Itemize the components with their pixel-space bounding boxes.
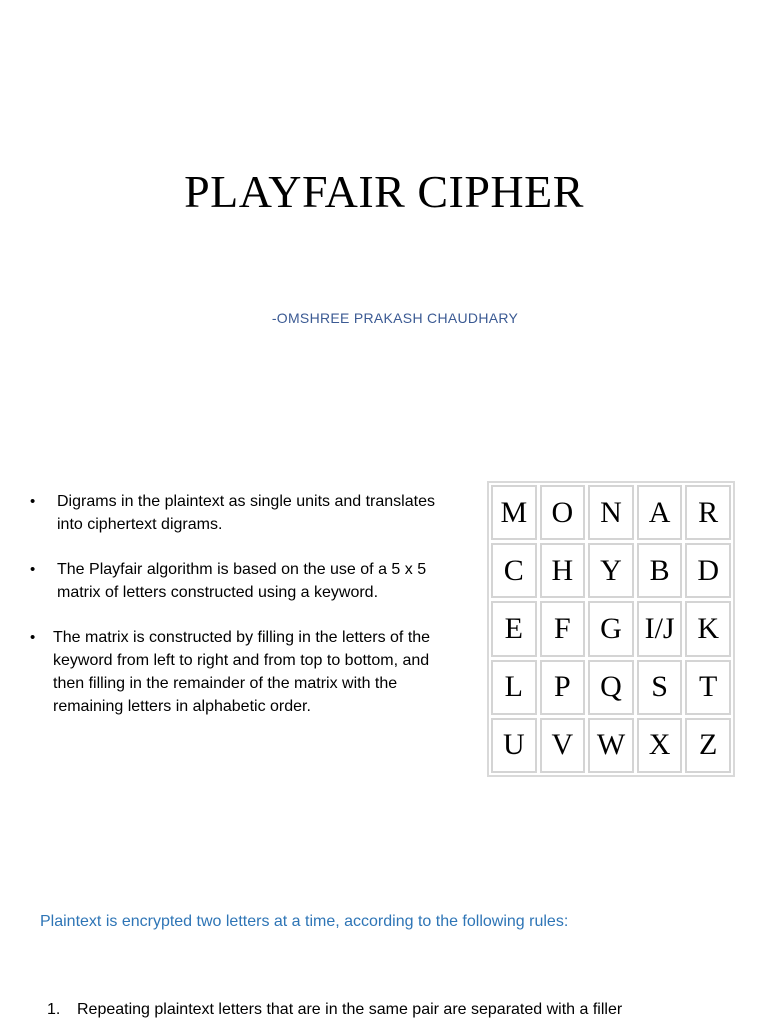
page-title: PLAYFAIR CIPHER	[184, 166, 584, 217]
matrix-cell: E	[491, 601, 537, 656]
matrix-cell: V	[540, 718, 586, 773]
matrix-cell: C	[491, 543, 537, 598]
matrix-cell: N	[588, 485, 634, 540]
matrix-cell: D	[685, 543, 731, 598]
bullet-text: The matrix is constructed by filling in the letters of the keyword from left to right and from top to bottom, and then filling in the remainder of the matrix with the remaining letters in alphabetic order.	[53, 629, 431, 715]
bullet-icon: •	[30, 629, 36, 646]
bullet-icon: •	[30, 561, 36, 578]
bullet-icon: •	[30, 493, 36, 510]
matrix-cell: P	[540, 660, 586, 715]
rule-item	[47, 999, 622, 1021]
playfair-matrix	[487, 481, 735, 777]
matrix-cell: B	[637, 543, 683, 598]
matrix-cell: W	[588, 718, 634, 773]
bullet-text: Digrams in the plaintext as single units and translates into ciphertext digrams.	[57, 493, 435, 533]
matrix-cell: O	[540, 485, 586, 540]
matrix-cell: S	[637, 660, 683, 715]
matrix-cell: X	[637, 718, 683, 773]
matrix-cell: Y	[588, 543, 634, 598]
matrix-cell: Q	[588, 660, 634, 715]
matrix-cell: I/J	[637, 601, 683, 656]
bullet-text: The Playfair algorithm is based on the use of a 5 x 5 matrix of letters constructed using a keyword.	[57, 561, 427, 601]
matrix-cell: M	[491, 485, 537, 540]
matrix-cell: G	[588, 601, 634, 656]
author-name: -OMSHREE PRAKASH CHAUDHARY	[271, 310, 519, 326]
matrix-cell: T	[685, 660, 731, 715]
matrix-cell: L	[491, 660, 537, 715]
matrix-cell: Z	[685, 718, 731, 773]
list-item	[30, 626, 440, 718]
rule-number: 1.	[47, 1001, 61, 1018]
matrix-cell: H	[540, 543, 586, 598]
bullet-list	[30, 490, 440, 740]
matrix-cell: K	[685, 601, 731, 656]
matrix-cell: U	[491, 718, 537, 773]
matrix-cell: F	[540, 601, 586, 656]
matrix-cell: A	[637, 485, 683, 540]
rules-heading: Plaintext is encrypted two letters at a time, according to the following rules:	[40, 913, 569, 930]
rule-text: Repeating plaintext letters that are in the same pair are separated with a filler	[77, 1001, 623, 1018]
list-item	[30, 490, 440, 536]
list-item	[30, 558, 440, 604]
matrix-cell: R	[685, 485, 731, 540]
